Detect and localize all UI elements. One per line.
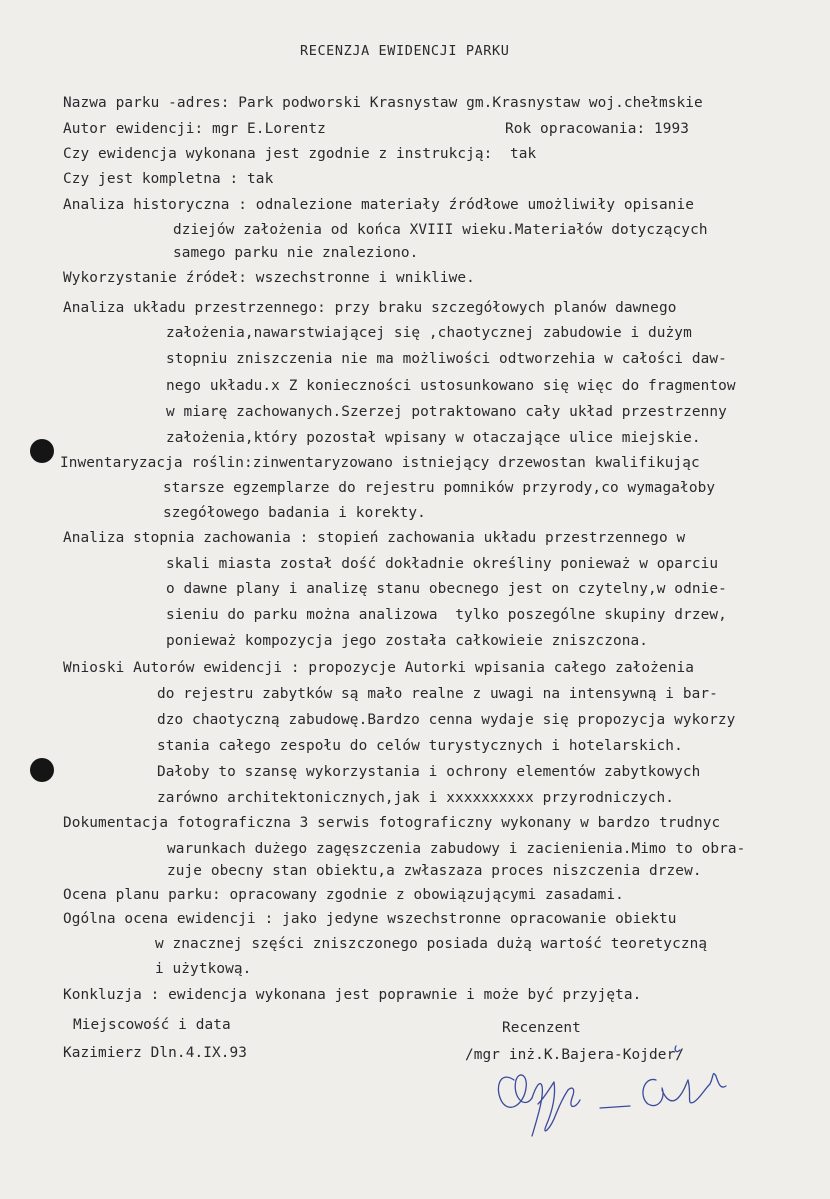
document-title: RECENZJA EWIDENCJI PARKU: [300, 43, 510, 59]
conclusions-line-3: dzo chaotyczną zabudowę.Bardzo cenna wydaje się propozycja wykorzy: [157, 712, 736, 728]
overall-rating-line-1: Ogólna ocena ewidencji : jako jedyne wszechstronne opracowanie obiektu: [63, 911, 677, 927]
park-plan-rating-line: Ocena planu parku: opracowany zgodnie z obowiązującymi zasadami.: [63, 887, 624, 903]
overall-rating-line-2: w znacznej szęści zniszczonego posiada dużą wartość teoretyczną: [155, 936, 708, 952]
spatial-analysis-line-4: nego układu.x Z konieczności ustosunkowano się więc do fragmentow: [166, 378, 736, 394]
reviewer-name: /mgr inż.K.Bajera-Kojder/: [465, 1047, 685, 1063]
preservation-analysis-line-5: ponieważ kompozycja jego została całkowieie zniszczona.: [166, 633, 649, 649]
instruction-line: Czy ewidencja wykonana jest zgodnie z instrukcją: tak: [63, 146, 537, 162]
spatial-analysis-line-3: stopniu zniszczenia nie ma możliwości odtworzehia w całości daw-: [166, 351, 727, 367]
complete-line: Czy jest kompletna : tak: [63, 171, 274, 187]
overall-rating-line-3: i użytkową.: [155, 961, 252, 977]
preservation-analysis-line-4: sieniu do parku można analizowa tylko poszególne skupiny drzew,: [166, 607, 727, 623]
punch-hole-top: [30, 439, 54, 463]
conclusions-line-5: Dałoby to szansę wykorzystania i ochrony elementów zabytkowych: [157, 764, 701, 780]
plant-inventory-line-1: Inwentaryzacja roślin:zinwentaryzowano istniejący drzewostan kwalifikując: [60, 455, 700, 471]
author-line: Autor ewidencji: mgr E.Lorentz: [63, 121, 326, 137]
reviewer-label: Recenzent: [502, 1020, 581, 1036]
conclusion-line: Konkluzja : ewidencja wykonana jest poprawnie i może być przyjęta.: [63, 987, 642, 1003]
plant-inventory-line-2: starsze egzemplarze do rejestru pomników przyrody,co wymagałoby: [163, 480, 716, 496]
preservation-analysis-line-3: o dawne plany i analizę stanu obecnego jest on czytelny,w odnie-: [166, 581, 727, 597]
place-date-value: Kazimierz Dln.4.IX.93: [63, 1045, 248, 1061]
photo-documentation-line-2: warunkach dużego zagęszczenia zabudowy i zacienienia.Mimo to obra-: [167, 841, 746, 857]
historical-analysis-line-2: dziejów założenia od końca XVIII wieku.Materiałów dotyczących: [173, 222, 708, 238]
photo-documentation-line-3: zuje obecny stan obiektu,a zwłaszaza proces niszczenia drzew.: [167, 863, 702, 879]
historical-analysis-line-3: samego parku nie znaleziono.: [173, 245, 419, 261]
park-name-line: Nazwa parku -adres: Park podworski Krasnystaw gm.Krasnystaw woj.chełmskie: [63, 95, 703, 111]
place-date-label: Miejscowość i data: [73, 1017, 231, 1033]
punch-hole-bottom: [30, 758, 54, 782]
historical-analysis-line-1: Analiza historyczna : odnalezione materiały źródłowe umożliwiły opisanie: [63, 197, 694, 213]
spatial-analysis-line-5: w miarę zachowanych.Szerzej potraktowano cały układ przestrzenny: [166, 404, 727, 420]
conclusions-line-1: Wnioski Autorów ewidencji : propozycje Autorki wpisania całego założenia: [63, 660, 694, 676]
spatial-analysis-line-2: założenia,nawarstwiającej się ,chaotycznej zabudowie i dużym: [166, 325, 692, 341]
conclusions-line-4: stania całego zespołu do celów turystycznych i hotelarskich.: [157, 738, 683, 754]
sources-line: Wykorzystanie źródeł: wszechstronne i wnikliwe.: [63, 270, 475, 286]
spatial-analysis-line-1: Analiza układu przestrzennego: przy braku szczegółowych planów dawnego: [63, 300, 677, 316]
plant-inventory-line-3: szegółowego badania i korekty.: [163, 505, 426, 521]
year-line: Rok opracowania: 1993: [505, 121, 690, 137]
spatial-analysis-line-6: założenia,który pozostał wpisany w otaczające ulice miejskie.: [166, 430, 701, 446]
preservation-analysis-line-2: skali miasta został dość dokładnie określiny ponieważ w oparciu: [166, 556, 719, 572]
handwritten-signature: [480, 1040, 740, 1150]
photo-documentation-line-1: Dokumentacja fotograficzna 3 serwis fotograficzny wykonany w bardzo trudnyc: [63, 815, 721, 831]
conclusions-line-6: zarówno architektonicznych,jak i xxxxxxxxxx przyrodniczych.: [157, 790, 675, 806]
preservation-analysis-line-1: Analiza stopnia zachowania : stopień zachowania układu przestrzennego w: [63, 530, 686, 546]
conclusions-line-2: do rejestru zabytków są mało realne z uwagi na intensywną i bar-: [157, 686, 718, 702]
